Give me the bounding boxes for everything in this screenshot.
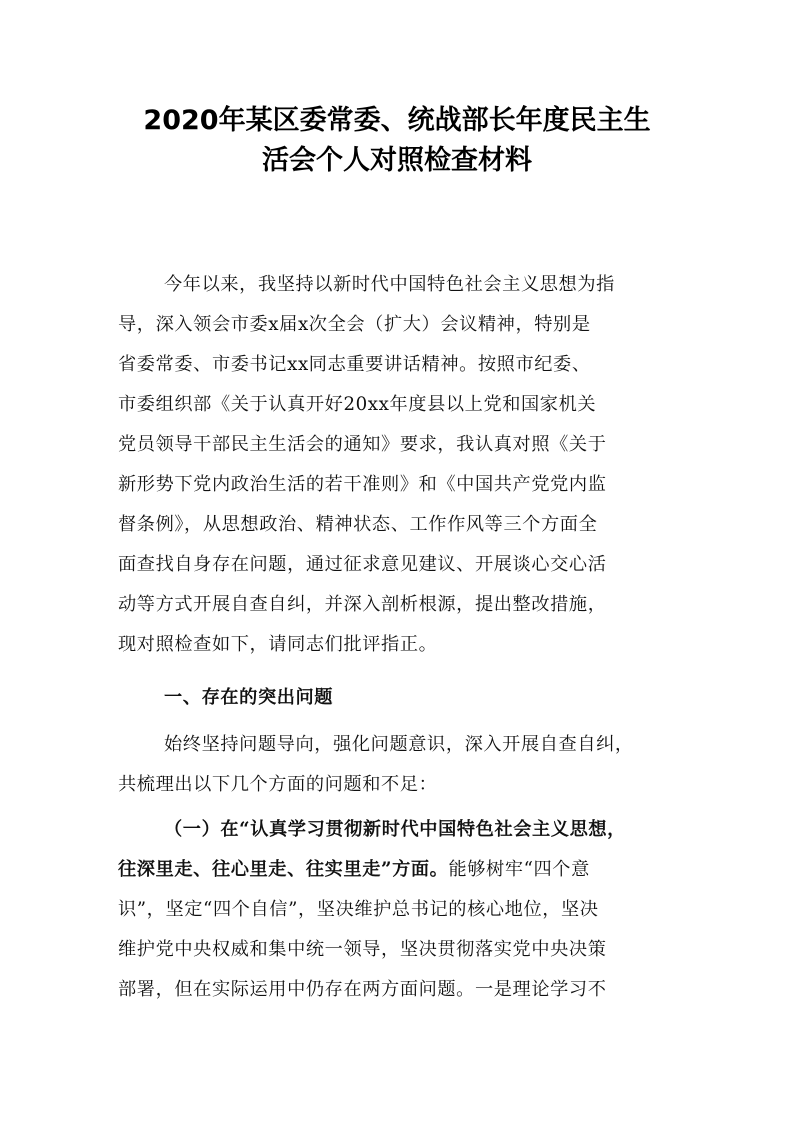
paragraph-line: 今年以来，我坚持以新时代中国特色社会主义思想为指 bbox=[164, 274, 615, 295]
paragraph-line: 部署，但在实际运用中仍存在两方面问题。一是理论学习不 bbox=[118, 979, 607, 1000]
document-title-line-1: 2020年某区委常委、统战部长年度民主生 bbox=[143, 105, 651, 136]
paragraph-line: 始终坚持问题导向，强化问题意识，深入开展自查自纠， bbox=[164, 734, 634, 755]
section-heading: 一、存在的突出问题 bbox=[164, 687, 334, 708]
paragraph-line: 市委组织部《关于认真开好20xx年度县以上党和国家机关 bbox=[118, 394, 597, 415]
paragraph-line: 现对照检查如下，请同志们批评指正。 bbox=[118, 634, 438, 655]
paragraph-line: 新形势下党内政治生活的若干准则》和《中国共产党党内监 bbox=[118, 474, 607, 495]
paragraph-line: 省委常委、市委书记xx同志重要讲话精神。按照市纪委、 bbox=[118, 354, 591, 375]
paragraph-line: 导，深入领会市委x届x次全会（扩大）会议精神，特别是 bbox=[118, 314, 591, 335]
subsection-heading-cont: 往深里走、往心里走、往实里走”方面。 bbox=[118, 859, 449, 880]
paragraph-line: 动等方式开展自查自纠，并深入剖析根源，提出整改措施， bbox=[118, 594, 607, 615]
paragraph-line: 维护党中央权威和集中统一领导，坚决贯彻落实党中央决策 bbox=[118, 939, 607, 960]
paragraph-line: 督条例》，从思想政治、精神状态、工作作风等三个方面全 bbox=[118, 514, 598, 535]
subsection-heading: （一）在“认真学习贯彻新时代中国特色社会主义思想， bbox=[164, 819, 626, 840]
paragraph-line: 面查找自身存在问题，通过征求意见建议、开展谈心交心活 bbox=[118, 554, 607, 575]
paragraph-line: 党员领导干部民主生活会的通知》要求，我认真对照《关于 bbox=[118, 434, 607, 455]
paragraph-line: 共梳理出以下几个方面的问题和不足： bbox=[118, 774, 438, 795]
paragraph-text: 能够树牢“四个意 bbox=[448, 859, 590, 880]
paragraph-line-mixed bbox=[118, 850, 684, 890]
paragraph-line: 识”，坚定“四个自信”，坚决维护总书记的核心地位，坚决 bbox=[118, 899, 599, 920]
document-title-line-2: 活会个人对照检查材料 bbox=[262, 145, 532, 176]
